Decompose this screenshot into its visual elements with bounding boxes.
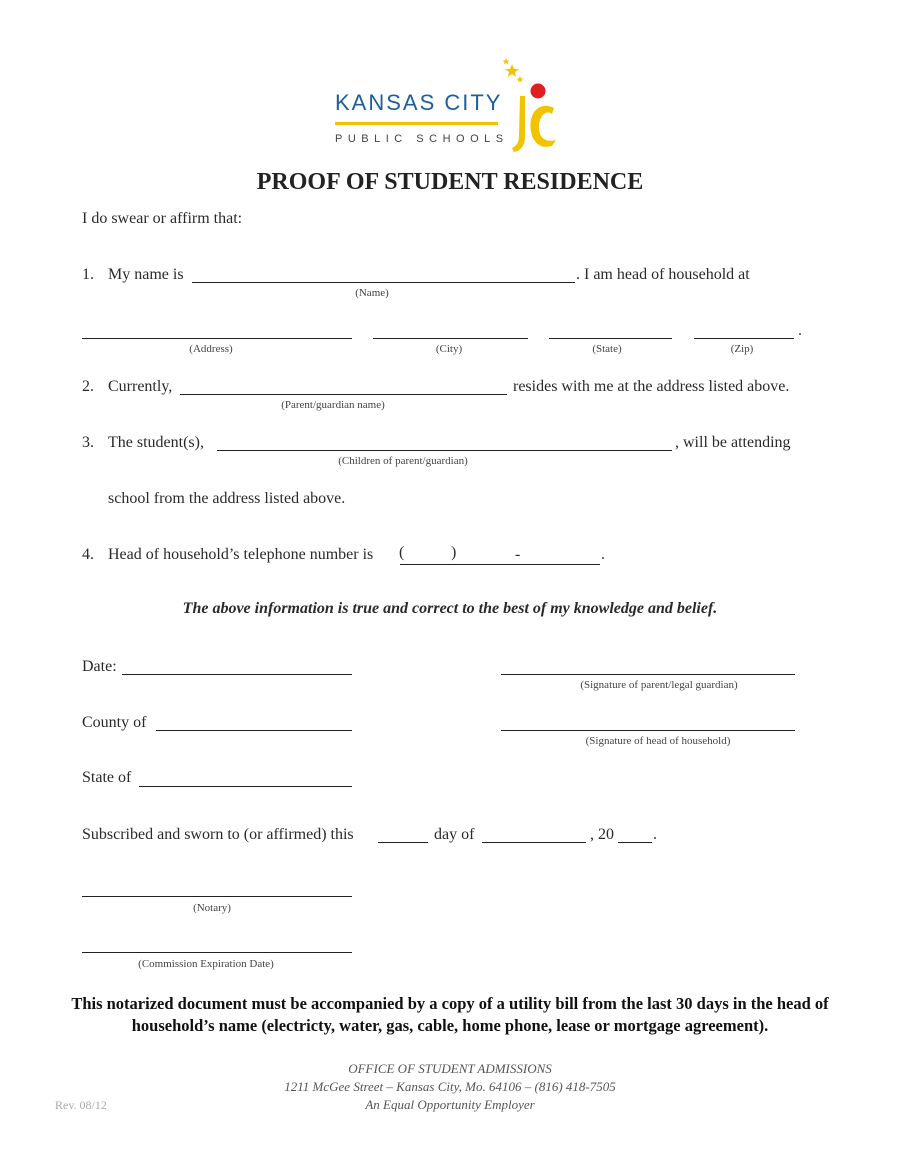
sworn-day-field[interactable] bbox=[378, 842, 428, 843]
children-caption: (Children of parent/guardian) bbox=[338, 455, 468, 467]
state-caption: (State) bbox=[592, 343, 622, 355]
footer-eoe: An Equal Opportunity Employer bbox=[365, 1097, 535, 1112]
item1-end-period: . bbox=[798, 322, 802, 339]
sworn-day-of: day of bbox=[434, 826, 475, 843]
phone-open-paren: ( bbox=[399, 544, 405, 561]
footer-address: 1211 McGee Street – Kansas City, Mo. 64106 – (816) 418-7505 bbox=[284, 1079, 616, 1094]
item3-continuation: school from the address listed above. bbox=[108, 490, 346, 507]
item-number: 1. bbox=[82, 266, 94, 283]
name-field[interactable] bbox=[192, 282, 575, 283]
item3-label: The student(s), bbox=[108, 434, 204, 451]
item-number: 3. bbox=[82, 434, 94, 451]
item4-end-period: . bbox=[601, 546, 605, 563]
county-label: County of bbox=[82, 714, 147, 731]
signature-parent-field[interactable] bbox=[501, 674, 795, 675]
date-label: Date: bbox=[82, 658, 117, 675]
logo-underline bbox=[335, 122, 498, 125]
page-title: PROOF OF STUDENT RESIDENCE bbox=[256, 169, 644, 195]
item-number: 2. bbox=[82, 378, 94, 395]
logo-kansas-city: KANSAS CITY bbox=[335, 90, 503, 115]
item3-label-after: , will be attending bbox=[675, 434, 791, 451]
item-number: 4. bbox=[82, 546, 94, 563]
notary-caption: (Notary) bbox=[193, 902, 231, 914]
date-field[interactable] bbox=[122, 674, 352, 675]
phone-dash: - bbox=[515, 546, 521, 563]
item2-label-after: resides with me at the address listed above. bbox=[513, 378, 790, 395]
item4-label: Head of household’s telephone number is bbox=[108, 546, 374, 563]
county-field[interactable] bbox=[156, 730, 352, 731]
city-field[interactable] bbox=[373, 338, 528, 339]
state-of-label: State of bbox=[82, 769, 132, 786]
sworn-text: Subscribed and sworn to (or affirmed) this bbox=[82, 826, 354, 843]
zip-caption: (Zip) bbox=[730, 343, 754, 355]
commission-caption: (Commission Expiration Date) bbox=[138, 958, 274, 970]
commission-date-field[interactable] bbox=[82, 952, 352, 953]
item1-label: My name is bbox=[108, 266, 184, 283]
address-field[interactable] bbox=[82, 338, 352, 339]
name-caption: (Name) bbox=[355, 287, 389, 299]
phone-close-paren: ) bbox=[451, 544, 457, 561]
signature-parent-caption: (Signature of parent/legal guardian) bbox=[580, 679, 738, 691]
footer-office: OFFICE OF STUDENT ADMISSIONS bbox=[348, 1061, 552, 1076]
parent-guardian-caption: (Parent/guardian name) bbox=[281, 399, 385, 411]
item2-label: Currently, bbox=[108, 378, 173, 395]
affirmation-text: The above information is true and correct to the best of my knowledge and belief. bbox=[182, 600, 718, 617]
sworn-year-field[interactable] bbox=[618, 842, 652, 843]
item1-label-after: . I am head of household at bbox=[576, 266, 750, 283]
intro-text: I do swear or affirm that: bbox=[82, 210, 243, 227]
notary-field[interactable] bbox=[82, 896, 352, 897]
state-of-field[interactable] bbox=[139, 786, 352, 787]
address-caption: (Address) bbox=[189, 343, 233, 355]
kc-logo-icon bbox=[498, 56, 568, 156]
city-caption: (City) bbox=[435, 343, 463, 355]
phone-field[interactable] bbox=[400, 564, 600, 565]
parent-guardian-field[interactable] bbox=[180, 394, 507, 395]
logo-public-schools: PUBLIC SCHOOLS bbox=[335, 133, 509, 145]
signature-head-field[interactable] bbox=[501, 730, 795, 731]
utility-bill-notice: This notarized document must be accompanied by a copy of a utility bill from the last 30 days in the head of household’s name (electricty, water, gas, cable, home phone, lease or mortgage agreement). bbox=[71, 994, 829, 1035]
sworn-month-field[interactable] bbox=[482, 842, 586, 843]
sworn-end-period: . bbox=[653, 826, 657, 843]
children-field[interactable] bbox=[217, 450, 672, 451]
revision-label: Rev. 08/12 bbox=[55, 1098, 107, 1112]
signature-head-caption: (Signature of head of household) bbox=[585, 735, 731, 747]
zip-field[interactable] bbox=[694, 338, 794, 339]
state-field[interactable] bbox=[549, 338, 672, 339]
sworn-year-prefix: , 20 bbox=[590, 826, 614, 843]
